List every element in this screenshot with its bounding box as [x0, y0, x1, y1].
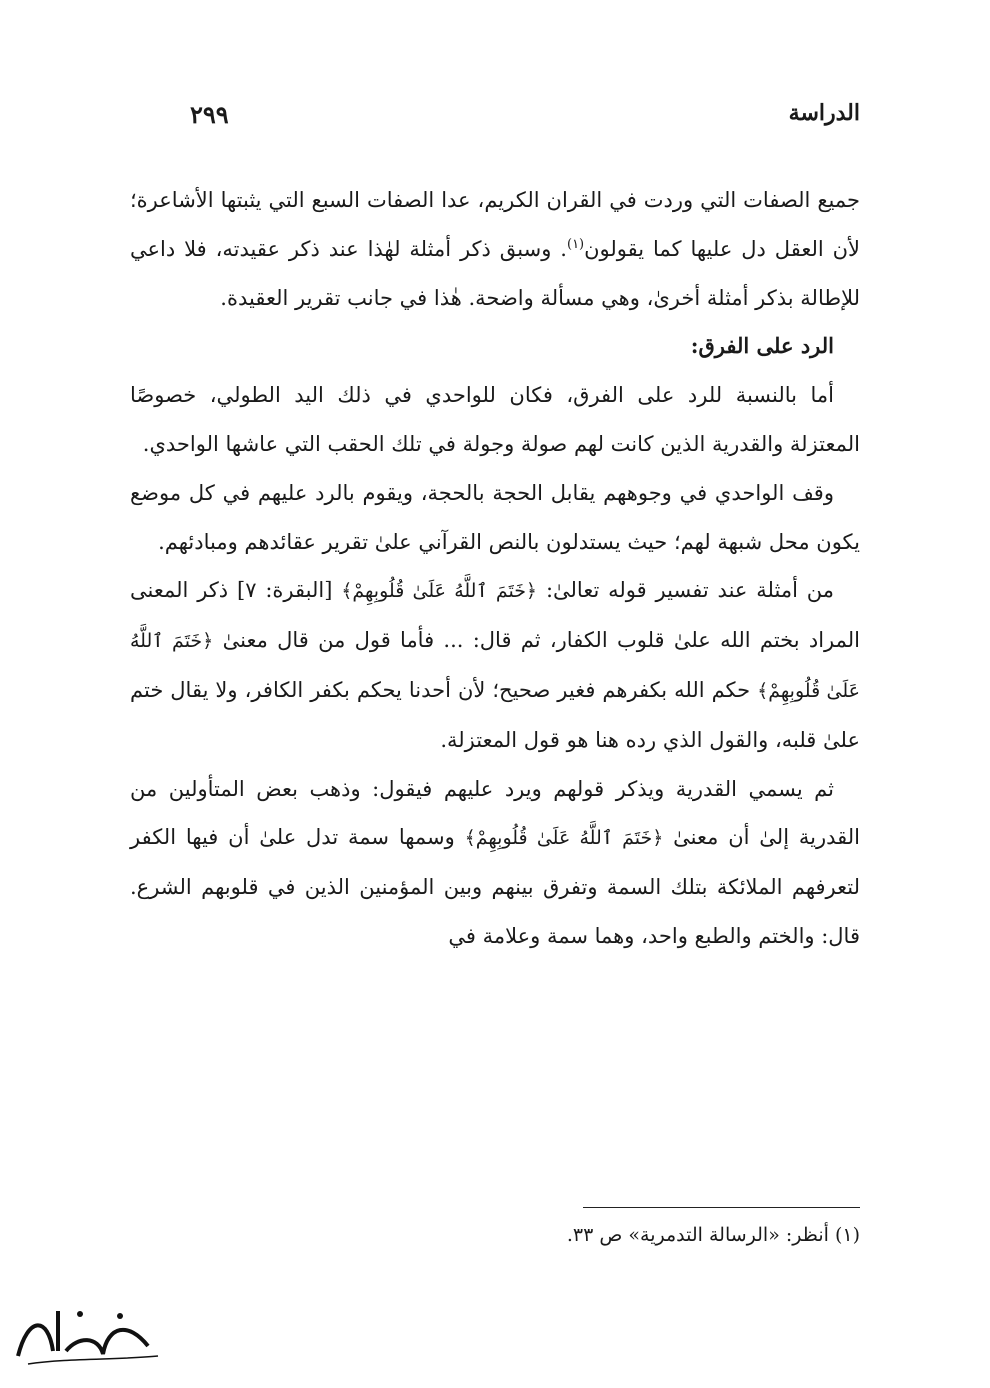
footnote-divider — [583, 1207, 860, 1208]
paragraph-5-text-b: وسمها سمة تدل علىٰ أن فيها الكفر لتعرفهم الملائكة بتلك السمة وتفرق بينهم وبين المؤمنين الذين في قلوبهم الشرع. قال: والختم والطبع واحد، وهما سمة وعلامة في — [130, 825, 860, 948]
paragraph-5 — [130, 765, 860, 961]
paragraph-4-text-b: [البقرة: ٧] ذكر المعنى المراد بختم الله علىٰ قلوب الكفار، ثم قال: ... فأما قول من قال معنىٰ — [130, 578, 860, 653]
paragraph-2: أما بالنسبة للرد على الفرق، فكان للواحدي في ذلك اليد الطولي، خصوصًا المعتزلة والقدرية الذين كانت لهم صولة وجولة في تلك الحقب التي عاشها الواحدي. — [130, 383, 860, 456]
paragraph-1-text-a: جميع الصفات التي وردت في القران الكريم، عدا الصفات السبع التي يثبتها الأشاعرة؛ لأن العقل دل عليها كما يقولون — [130, 188, 860, 261]
footnote-ref[interactable]: (١) — [566, 236, 585, 252]
body-text — [130, 176, 860, 961]
quran-verse: ﴿خَتَمَ ٱللَّهُ عَلَىٰ قُلُوبِهِمْ﴾ — [130, 630, 860, 702]
calligraphy-logo-icon — [8, 1296, 168, 1376]
chapter-title: الدراسة — [788, 100, 860, 126]
paragraph-4 — [130, 566, 860, 764]
paragraph-5-text-a: ثم يسمي القدرية ويذكر قولهم ويرد عليهم فيقول: وذهب بعض المتأولين من القدرية إلىٰ أن معنىٰ — [130, 776, 860, 850]
quran-verse: ﴿خَتَمَ ٱللَّهُ عَلَىٰ قُلُوبِهِمْ﴾ — [341, 580, 538, 603]
section-heading: الرد على الفرق: — [690, 333, 834, 359]
quran-verse: ﴿خَتَمَ ٱللَّهُ عَلَىٰ قُلُوبِهِمْ﴾ — [464, 827, 664, 850]
paragraph-3: وقف الواحدي في وجوههم يقابل الحجة بالحجة، ويقوم بالرد عليهم في كل موضع يكون محل شبهة لهم؛ حيث يستدلون بالنص القرآني علىٰ تقرير عقائدهم ومبادئهم. — [130, 480, 860, 554]
paragraph-4-text-c: حكم الله بكفرهم فغير صحيح؛ لأن أحدنا يحكم بكفر الكافر، ولا يقال ختم علىٰ قلبه، والقول الذي رده هنا هو قول المعتزلة. — [130, 677, 860, 752]
footnote: (١) أنظر: «الرسالة التدمرية» ص ٣٣. — [566, 1224, 860, 1246]
page-number: ٢٩٩ — [190, 100, 229, 129]
paragraph-1-text-b: . وسبق ذكر أمثلة لهٰذا عند ذكر عقيدته، فلا داعي للإطالة بذكر أمثلة أخرىٰ، وهي مسألة واضحة. هٰذا في جانب تقرير العقيدة. — [130, 236, 860, 310]
paragraph-1 — [130, 176, 860, 322]
logo-graphic — [8, 1296, 168, 1376]
paragraph-4-text-a: من أمثلة عند تفسير قوله تعالىٰ: — [537, 578, 835, 603]
page-header — [130, 100, 860, 140]
